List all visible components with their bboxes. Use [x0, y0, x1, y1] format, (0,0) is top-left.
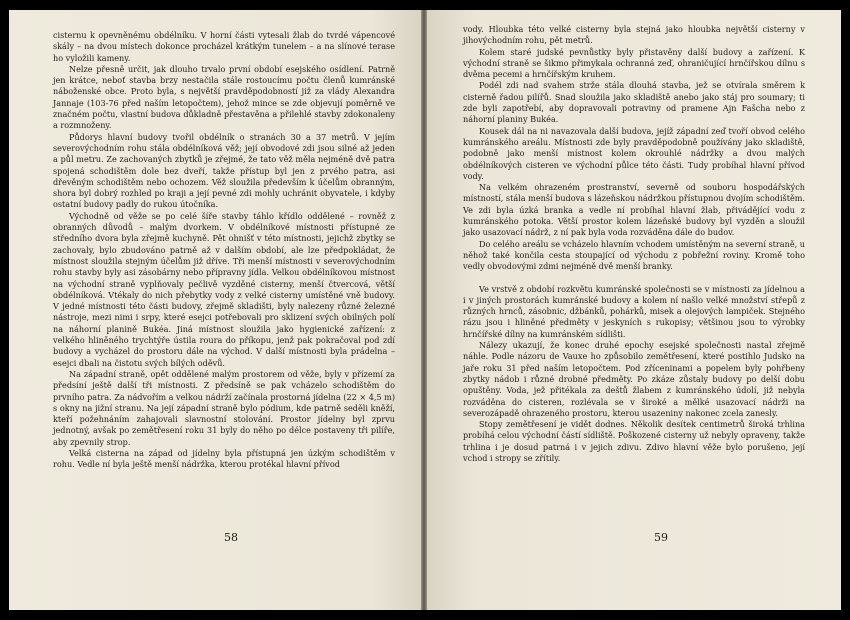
paragraph: Nelze přesně určit, jak dlouho trvalo první období esejského osídlení. Patrně jen krátce, neboť stavba brzy nestačila stále rostoucímu počtu členů kumránské náboženské obce. Proto byla, s největší pravděpodobností již za vlády Alexandra Jannaje (103-76 před naším letopočtem), jehož mince se zde objevují poměrně ve značném počtu, vlastní budova důkladně přestavěna a přilehlé stavby zdokonaleny a rozmnoženy. — [53, 63, 395, 131]
right-page — [427, 10, 841, 610]
paragraph: Kolem staré judské pevnůstky byly přistavěny další budovy a zařízení. K východní straně se šikmo přimykala ochranná zeď, ohraničující hrnčířskou dílnu s dvěma pecemi a hrnčířským kruhem. — [463, 46, 805, 80]
paragraph: Podél zdi nad svahem strže stála dlouhá stavba, jež se otvírala směrem k cisterně řadou pilířů. Snad sloužila jako skladiště anebo jako stáj pro soumary; ti zde byli zapotřebí, aby dopravovali potraviny od pramene Ajn Fašcha nebo z náhorní planiny Bukéa. — [463, 80, 805, 125]
paragraph: Do celého areálu se vcházelo hlavním vchodem umístěným na severní straně, u něhož také končila cesta stoupající od východu z pobřežní roviny. Kromě toho vedly obvodovými zdmi nejméně dvě menší branky. — [463, 238, 805, 272]
paragraph: Půdorys hlavní budovy tvořil obdélník o stranách 30 a 37 metrů. V jejím severovýchodním rohu stála obdélníková věž; její obvodové zdi jsou silné až jeden a půl metru. Ze zachovaných zbytků je zřejmé, že tato věž měla nejméně dvě patra spojená schodištěm dole bez dveří, takže přístup byl jen z prvého patra, asi dřevěným schodištěm nebo ochozem. Věž sloužila především k účelům obranným, shora byl dobrý rozhled po kraji a její pevné zdi mohly uchránit obyvatele, i kdyby ostatní budovy padly do rukou útočníka. — [53, 131, 395, 210]
paragraph: Na západní straně, opět oddělené malým prostorem od věže, byly v přízemí za předsíní ještě další tři místnosti. Z předsíně se pak vcházelo schodištěm do prvního patra. Za nádvořím a velkou nádrží začínala prostorná jídelna (22 × 4,5 m) s okny na jižní stranu. Na její západní straně bylo pódium, kde patrně seděli kněží, kteří požehnáním zahajovali slavnostní stolování. Prostor jídelny byl zprvu jednotný, avšak po zemětřesení roku 31 byly do něho po délce postaveny tři pilíře, aby zpevnily strop. — [53, 368, 395, 447]
left-page-text — [53, 30, 395, 471]
paragraph: cisternu k opevněnému obdélníku. V horní části vytesali žlab do tvrdé vápencové skály – na dvou místech dokonce procházel krátkým tunelem – a na slínové terase ho vyložili kameny. — [53, 30, 395, 63]
paragraph: Východně od věže se po celé šíře stavby táhlo křídlo oddělené – rovněž z obranných důvodů – malým dvorkem. V obdélníkové místnosti přístupné ze středního dvora byla zřejmě kuchyně. Pět ohnišť v této místnosti, jejichž zbytky se zachovaly, bylo zbudováno patrně až v dalším období, ale lze předpokládat, že místnost sloužila stejným účelům již dříve. Tři menší místnosti v severovýchodním rohu stavby byly asi zásobárny nebo přípravny jídla. Velkou obdélníkovou místnost na východní straně vyplňovaly pečlivě vyzděné cisterny, menší čtvercová, větší obdélníková. Vtékaly do nich přebytky vody z velké cisterny umístěné vně budovy. V jedné místnosti této části budovy, zřejmě skladišti, byly nalezeny různé železné nástroje, mezi nimi i srpy, které esejci potřebovali pro sklizení svých obilných polí na náhorní planině Bukéa. Jiná místnost sloužila jako hygienické zařízení: z velkého hliněného trychtýře ústila roura do příkopu, jenž pak pokračoval pod zdí budovy a vycházel do prostoru dále na východ. V další místnosti byla prádelna – esejci dbali na čistotu svých bílých oděvů. — [53, 210, 395, 368]
right-page-text — [463, 24, 805, 464]
paragraph: Stopy zemětřesení je vidět dodnes. Několik desítek centimetrů široká trhlina probíhá celou východní částí sídliště. Poškozené cisterny už nebyly opraveny, takže trhlina i je dosud patrná i v jejich zdivu. Zdivo hlavní věže bylo porušeno, její vchod i stropy se zřítily. — [463, 419, 805, 463]
book-spread — [9, 10, 841, 610]
paragraph: vody. Hloubka této velké cisterny byla stejná jako hloubka největší cisterny v jihovýchodním rohu, pět metrů. — [463, 24, 805, 46]
paragraph: Velká cisterna na západ od jídelny byla přístupná jen úzkým schodištěm v rohu. Vedle ní byla ještě menší nádržka, kterou protékal hlavní přívod — [53, 447, 395, 470]
paragraph: Nálezy ukazují, že konec druhé epochy esejské společnosti nastal zřejmě náhle. Podle názoru de Vauxe ho způsobilo zemětřesení, které postihlo Judsko na jaře roku 31 před naším letopočtem. Pod zříceninami a popelem byly pohřbeny zbytky nádob i různé drobné předměty. Po zkáze zůstaly budovy po delší dobu opuštěny. Voda, jež přitékala za deštů žlabem z kumránského údolí, již nebyla rozváděna do cisteren, rozlévala se v široké a mělké usazovací nádrži na severozápadě ohrazeného prostoru, kterou usazeniny nakonec zcela zanesly. — [463, 340, 805, 418]
page-number: 59 — [654, 531, 668, 544]
paragraph: Ve vrstvě z období rozkvětu kumránské společnosti se v místnosti za jídelnou a i v jiných prostorách kumránské budovy a kolem ní našlo velké množství střepů z různých hrnců, zásobnic, džbánků, pohárků, misek a olejových lampiček. Stejného rázu jsou i hliněné předměty v jeskyních s rukopisy; většinou jsou to výrobky hrnčířské dílny na kumránském sídlišti. — [463, 283, 805, 339]
paragraph: Na velkém ohrazeném prostranství, severně od souboru hospodářských místností, stála menší budova s lázeňskou nádržkou přístupnou dvojím schodištěm. Ve zdi byla úzká branka a vedle ní probíhal hlavní žlab, přivádějící vodu z kumránského potoka. Větší prostor kolem lázeňské budovy byl vyzděn a sloužil jako usazovací nádrž, z ní pak byla voda rozváděna dále do budov. — [463, 182, 805, 238]
page-number: 58 — [224, 531, 238, 544]
left-page — [9, 10, 421, 610]
paragraph: Kousek dál na ni navazovala další budova, jejíž západní zeď tvoří obvod celého kumránského areálu. Místnosti zde byly pravděpodobně používány jako skladiště, podobně jako menší místnost kolem okrouhlé nádržky a dvou malých obdélníkových cisteren ve východní půlce této části. Tudy probíhal hlavní přívod vody. — [463, 125, 805, 181]
